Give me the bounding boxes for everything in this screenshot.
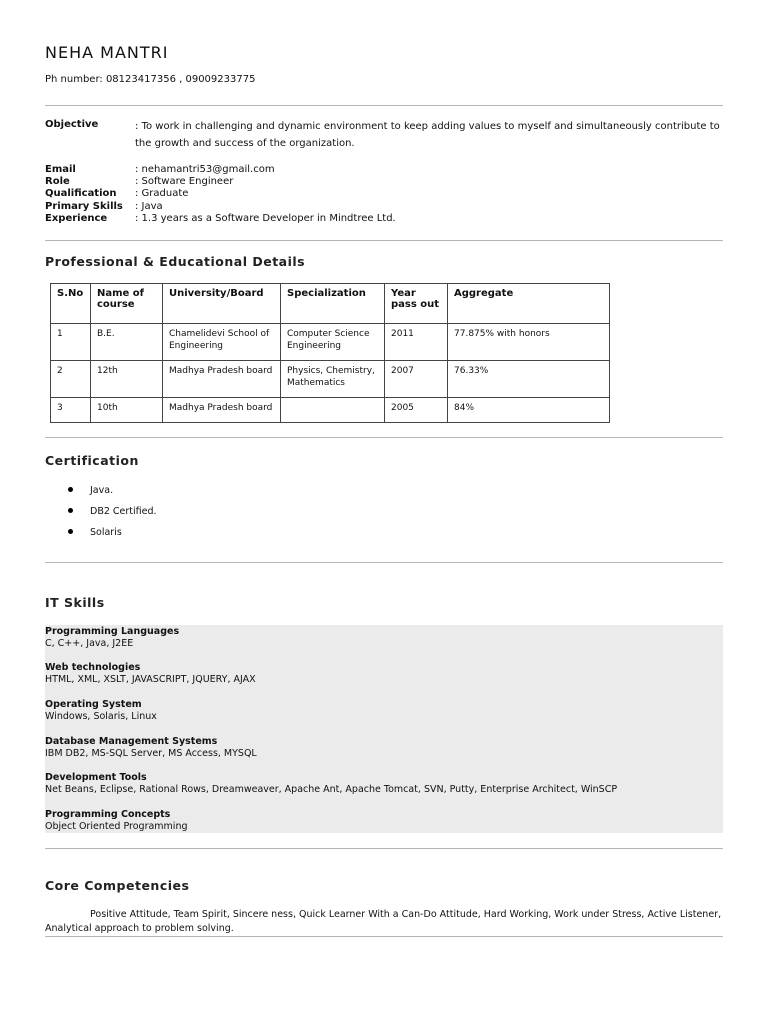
divider (45, 240, 723, 241)
table-cell: 1 (51, 324, 91, 361)
list-item-text: DB2 Certified. (90, 506, 157, 517)
table-cell: 77.875% with honors (448, 324, 610, 361)
column-header: Specialization (281, 284, 385, 324)
table-cell: 2011 (385, 324, 448, 361)
column-header: Aggregate (448, 284, 610, 324)
objective-body: To work in challenging and dynamic environment to keep adding values to myself and simultaneously contribute to the growth and success of the organization. (135, 121, 720, 149)
skill-title: Programming Concepts (45, 809, 171, 820)
skill-group (45, 736, 257, 760)
certification-heading: Certification (45, 453, 139, 468)
bullet-icon (68, 529, 73, 534)
divider (45, 105, 723, 106)
table-cell: 12th (91, 361, 163, 398)
detail-key: Qualification (45, 188, 117, 199)
table-row (51, 361, 610, 398)
list-item-text: Solaris (90, 527, 122, 538)
detail-value: : Graduate (135, 188, 189, 199)
skill-value: Windows, Solaris, Linux (45, 711, 157, 722)
detail-key: Email (45, 164, 76, 175)
detail-value: : Java (135, 201, 163, 212)
phone-numbers: Ph number: 08123417356 , 09009233775 (45, 74, 256, 85)
skill-value: C, C++, Java, J2EE (45, 638, 134, 649)
education-heading: Professional & Educational Details (45, 254, 306, 269)
table-header-row (51, 284, 610, 324)
table-row (51, 324, 610, 361)
skill-title: Programming Languages (45, 626, 180, 637)
divider (45, 848, 723, 849)
list-item-text: Java. (90, 485, 114, 496)
bullet-icon (68, 487, 73, 492)
table-cell: 2007 (385, 361, 448, 398)
it-skills-heading: IT Skills (45, 595, 105, 610)
divider (45, 437, 723, 438)
education-table (50, 283, 610, 423)
table-row (51, 398, 610, 423)
table-cell: 2 (51, 361, 91, 398)
objective-text (135, 118, 725, 152)
detail-key: Experience (45, 213, 108, 224)
table-cell (281, 398, 385, 423)
skill-value: Object Oriented Programming (45, 821, 188, 832)
detail-value: : 1.3 years as a Software Developer in Mindtree Ltd. (135, 213, 396, 224)
table-cell: Chamelidevi School of Engineering (163, 324, 281, 361)
bullet-icon (68, 508, 73, 513)
skill-title: Development Tools (45, 772, 147, 783)
skill-value: Net Beans, Eclipse, Rational Rows, Dreamweaver, Apache Ant, Apache Tomcat, SVN, Putty, Enterprise Architect, WinSCP (45, 784, 618, 795)
skill-group (45, 772, 617, 796)
detail-key: Primary Skills (45, 201, 123, 212)
skill-title: Database Management Systems (45, 736, 218, 747)
table-cell: Madhya Pradesh board (163, 361, 281, 398)
skill-value: HTML, XML, XSLT, JAVASCRIPT, JQUERY, AJAX (45, 674, 256, 685)
skills-panel (45, 625, 723, 833)
objective-label: Objective (45, 119, 99, 130)
table-cell: 3 (51, 398, 91, 423)
skill-value: IBM DB2, MS-SQL Server, MS Access, MYSQL (45, 748, 257, 759)
skill-title: Web technologies (45, 662, 141, 673)
column-header: Name of course (91, 284, 163, 324)
core-heading: Core Competencies (45, 878, 190, 893)
detail-value: : nehamantri53@gmail.com (135, 164, 275, 175)
core-text: Positive Attitude, Team Spirit, Sincere ness, Quick Learner With a Can-Do Attitude, Hard Working, Work under Stress, Active Listener, Analytical approach to problem solving. (45, 909, 722, 934)
table-cell: Physics, Chemistry, Mathematics (281, 361, 385, 398)
table-cell: Computer Science Engineering (281, 324, 385, 361)
table-cell: Madhya Pradesh board (163, 398, 281, 423)
objective-colon: : (135, 121, 139, 132)
detail-key: Role (45, 176, 70, 187)
table-cell: B.E. (91, 324, 163, 361)
skill-group (45, 699, 157, 723)
column-header: University/Board (163, 284, 281, 324)
table-cell: 10th (91, 398, 163, 423)
skill-group (45, 662, 256, 686)
table-cell: 84% (448, 398, 610, 423)
table-cell: 76.33% (448, 361, 610, 398)
skill-group (45, 626, 179, 650)
divider (45, 562, 723, 563)
column-header: Year pass out (385, 284, 448, 324)
detail-value: : Software Engineer (135, 176, 234, 187)
skill-group (45, 809, 188, 833)
divider (45, 936, 723, 937)
candidate-name: NEHA MANTRI (45, 43, 169, 62)
table-cell: 2005 (385, 398, 448, 423)
column-header: S.No (51, 284, 91, 324)
skill-title: Operating System (45, 699, 142, 710)
